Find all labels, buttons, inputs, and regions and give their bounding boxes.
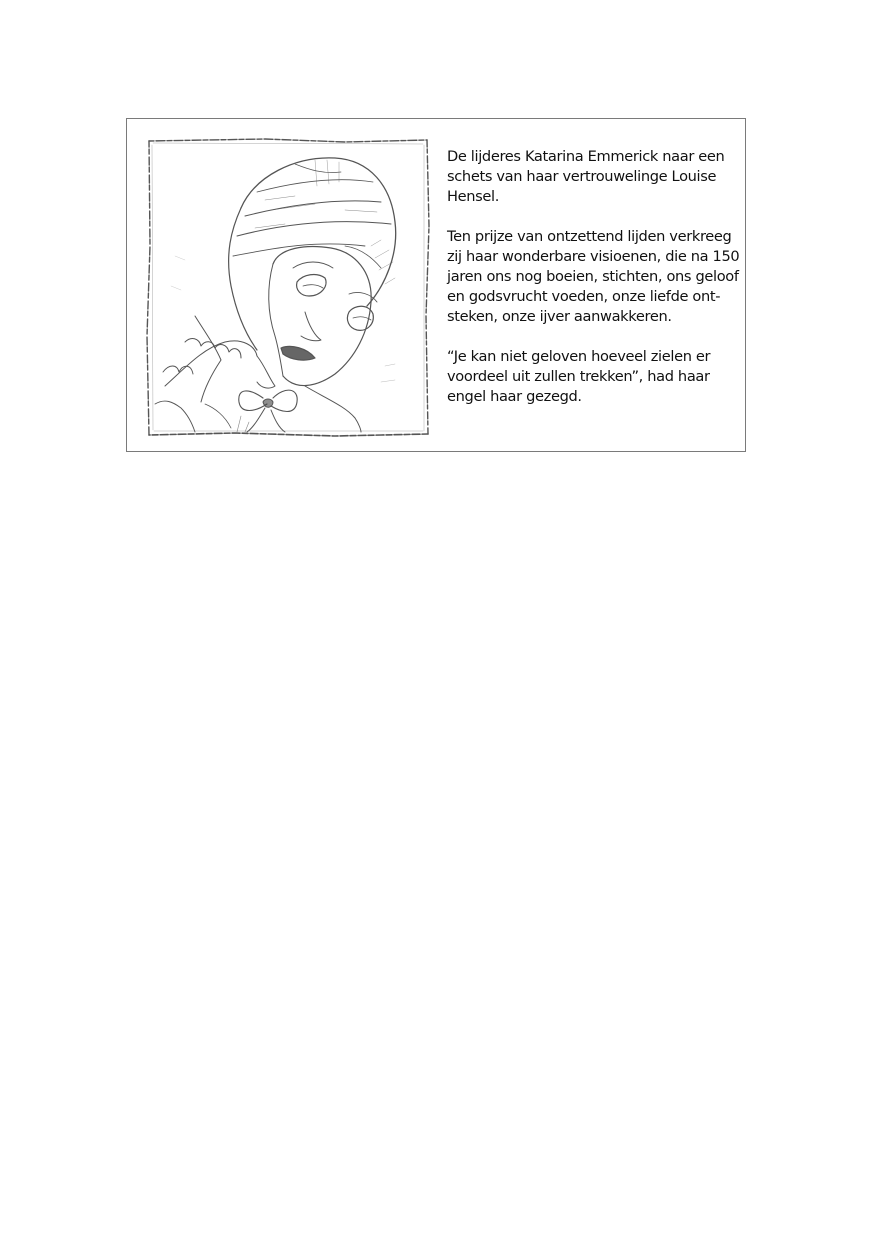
caption-line: De lijderes Katarina Emmerick naar een	[447, 148, 725, 165]
caption-line: Ten prijze van ontzettend lijden verkreeg	[447, 228, 732, 245]
pencil-portrait-sketch-icon	[145, 136, 431, 438]
caption-line: “Je kan niet geloven hoeveel zielen er	[447, 348, 711, 365]
caption-line: schets van haar vertrouwelinge Louise	[447, 168, 717, 185]
caption-paragraph-1	[447, 147, 747, 207]
caption-paragraph-2	[447, 227, 747, 327]
caption-line: jaren ons nog boeien, stichten, ons geloof	[447, 268, 739, 285]
caption-text	[447, 147, 747, 407]
caption-line: Hensel.	[447, 188, 500, 205]
caption-line: voordeel uit zullen trekken”, had haar	[447, 368, 710, 385]
portrait-sketch	[145, 136, 431, 438]
caption-line: engel haar gezegd.	[447, 388, 582, 405]
caption-line: en godsvrucht voeden, onze liefde ont-	[447, 288, 721, 305]
illustration-card	[126, 118, 746, 452]
caption-paragraph-3	[447, 347, 747, 407]
caption-line: zij haar wonderbare visioenen, die na 150	[447, 248, 740, 265]
caption-line: steken, onze ijver aanwakkeren.	[447, 308, 672, 325]
